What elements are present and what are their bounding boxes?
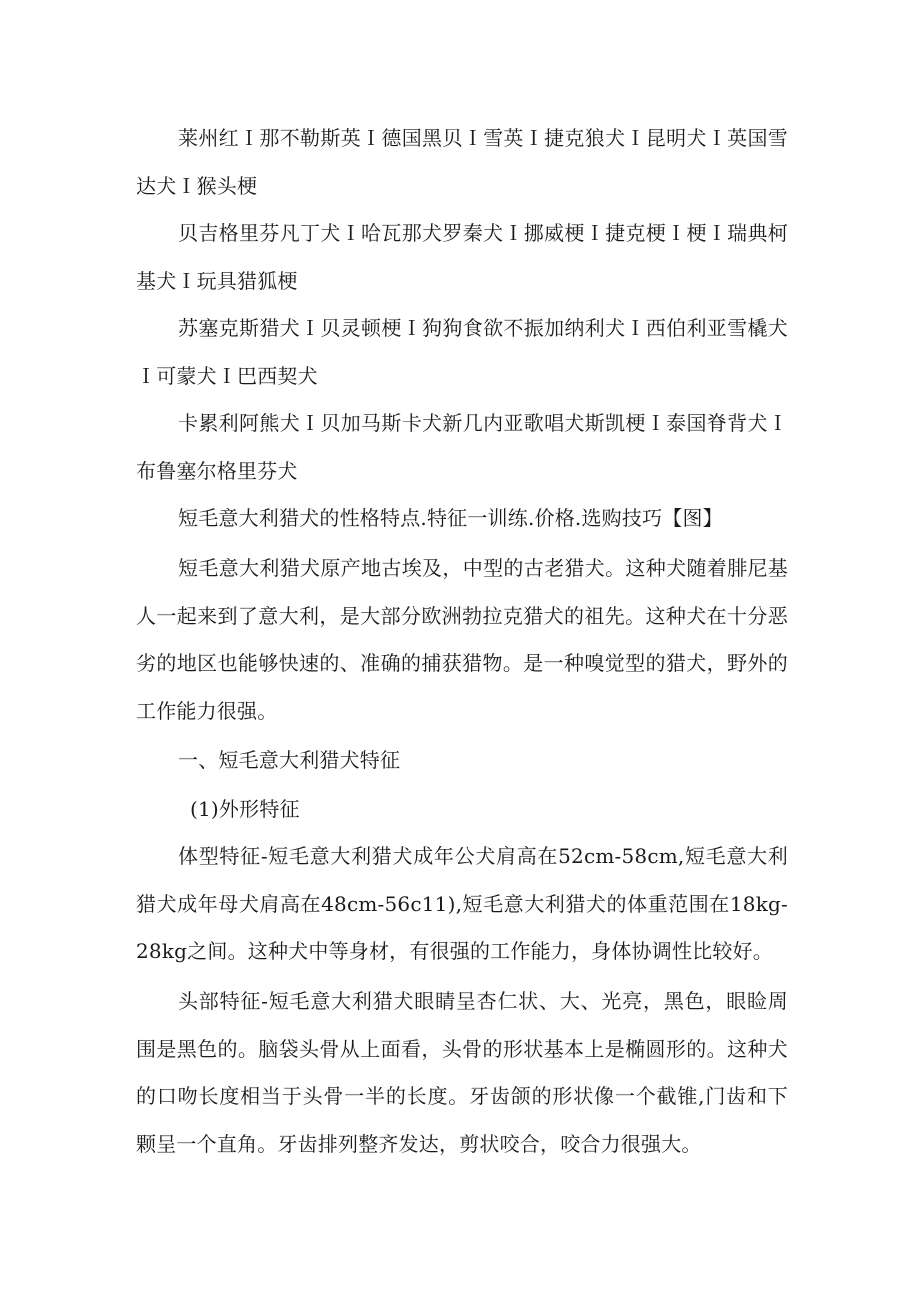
body-type-paragraph: 体型特征-短毛意大利猎犬成年公犬肩高在52cm-58cm,短毛意大利猎犬成年母犬肩高在48cm-56c11),短毛意大利猎犬的体重范围在18kg-28kg之间。这种犬中等身材，有很强的工作能力，身体协调性比较好。 (136, 844, 788, 963)
breed-list-paragraph-3: 苏塞克斯猎犬Ｉ贝灵顿梗Ｉ狗狗食欲不振加纳利犬Ｉ西伯利亚雪橇犬Ｉ可蒙犬Ｉ巴西契犬 (136, 316, 788, 388)
breed-list-paragraph-4: 卡累利阿熊犬Ｉ贝加马斯卡犬新几内亚歌唱犬斯凯梗Ｉ泰国脊背犬Ｉ布鲁塞尔格里芬犬 (136, 411, 788, 483)
subsection-heading: (1)外形特征 (190, 797, 300, 821)
breed-list-paragraph-2: 贝吉格里芬凡丁犬Ｉ哈瓦那犬罗秦犬Ｉ挪威梗Ｉ捷克梗Ｉ梗Ｉ瑞典柯基犬Ｉ玩具猎狐梗 (136, 221, 788, 293)
head-features-paragraph: 头部特征-短毛意大利猎犬眼睛呈杏仁状、大、光亮，黑色，眼睑周围是黑色的。脑袋头骨从上面看，头骨的形状基本上是椭圆形的。这种犬的口吻长度相当于头骨一半的长度。牙齿颌的形状像一个截锥,门齿和下颗呈一个直角。牙齿排列整齐发达，剪状咬合，咬合力很强大。 (136, 989, 788, 1156)
intro-paragraph: 短毛意大利猎犬原产地古埃及，中型的古老猎犬。这种犬随着腓尼基人一起来到了意大利，是大部分欧洲勃拉克猎犬的祖先。这种犬在十分恶劣的地区也能够快速的、准确的捕获猎物。是一种嗅觉型的猎犬，野外的工作能力很强。 (136, 556, 788, 723)
article-title: 短毛意大利猎犬的性格特点.特征一训练.价格.选购技巧【图】 (178, 506, 723, 530)
breed-list-paragraph-1: 莱州红Ｉ那不勒斯英Ｉ德国黑贝Ｉ雪英Ｉ捷克狼犬Ｉ昆明犬Ｉ英国雪达犬Ｉ猴头梗 (136, 126, 788, 198)
section-heading: 一、短毛意大利猎犬特征 (178, 748, 401, 772)
